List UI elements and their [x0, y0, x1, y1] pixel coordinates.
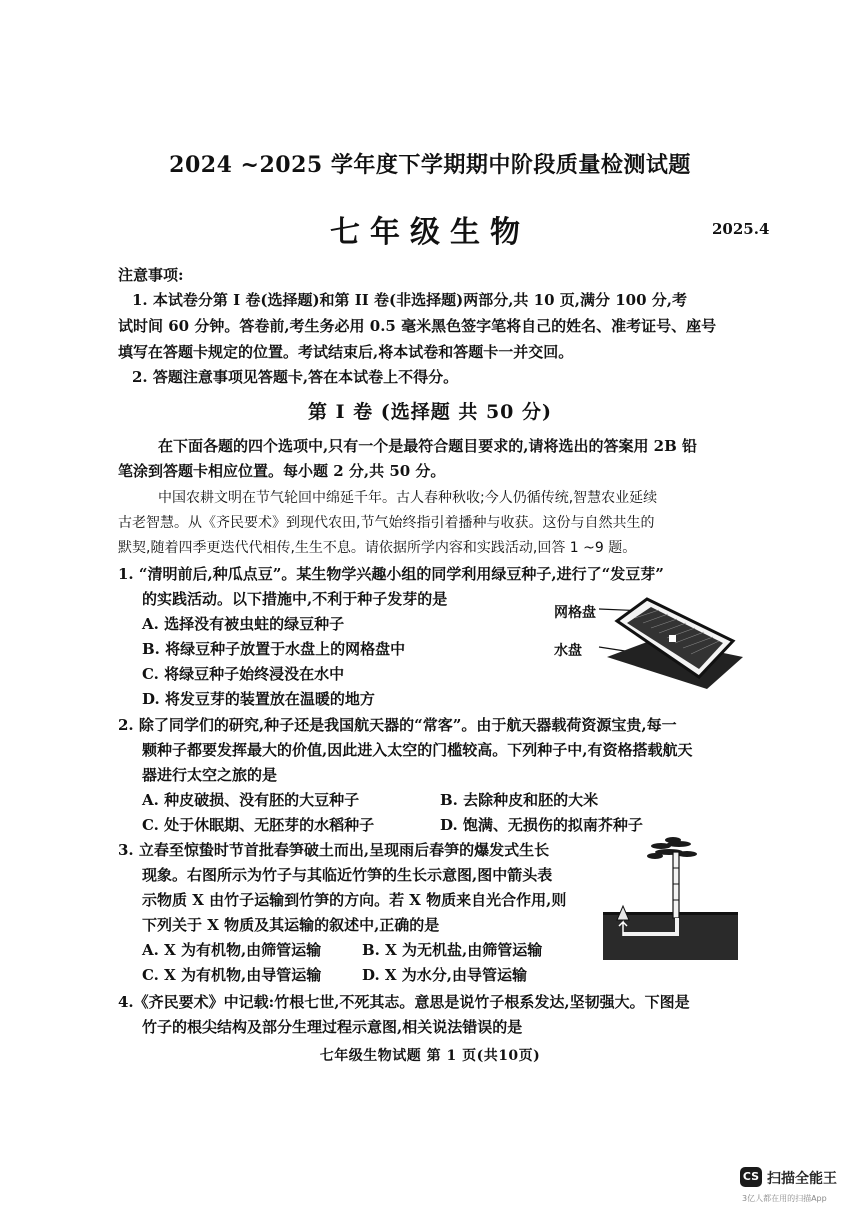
question-2-option-c: C. 处于休眠期、无胚芽的水稻种子: [142, 816, 375, 834]
question-3-option-d: D. X 为水分,由导管运输: [362, 966, 528, 984]
section-instructions: 笔涂到答题卡相应位置。每小题 2 分,共 50 分。: [118, 462, 446, 480]
passage-line: 中国农耕文明在节气轮回中绵延千年。古人春种秋收;今人仍循传统,智慧农业延续: [158, 490, 658, 506]
notice-line: 试时间 60 分钟。答卷前,考生务必用 0.5 毫米黑色签字笔将自己的姓名、准考证号、座号: [118, 317, 717, 335]
notice-heading: 注意事项:: [118, 266, 184, 284]
question-2-option-a: A. 种皮破损、没有胚的大豆种子: [142, 791, 360, 809]
question-3-stem: 下列关于 X 物质及其运输的叙述中,正确的是: [142, 916, 440, 934]
question-2-option-d: D. 饱满、无损伤的拟南芥种子: [440, 816, 643, 834]
passage-line: 古老智慧。从《齐民要术》到现代农田,节气始终指引着播种与收获。这份与自然共生的: [118, 515, 655, 531]
exam-title: 2024 ~2025 学年度下学期期中阶段质量检测试题: [169, 152, 691, 178]
question-2-stem: 器进行太空之旅的是: [142, 766, 278, 784]
figure-label-water-tray: 水盘: [554, 643, 582, 659]
section-instructions: 在下面各题的四个选项中,只有一个是最符合题目要求的,请将选出的答案用 2B 铅: [158, 437, 698, 455]
passage-line: 默契,随着四季更迭代代相传,生生不息。请依据所学内容和实践活动,回答 1 ~9 题。: [118, 540, 637, 556]
page-footer: 七年级生物试题 第 1 页(共10页): [319, 1048, 541, 1064]
subject-title: 七年级生物: [330, 215, 530, 250]
question-3-option-c: C. X 为有机物,由导管运输: [142, 966, 322, 984]
question-1-stem: 的实践活动。以下措施中,不利于种子发芽的是: [142, 590, 448, 608]
bamboo-leaves: [647, 837, 697, 859]
question-1-option-a: A. 选择没有被虫蛀的绿豆种子: [142, 615, 345, 633]
question-3-option-a: A. X 为有机物,由筛管运输: [142, 941, 322, 959]
notice-line: 2. 答题注意事项见答题卡,答在本试卷上不得分。: [132, 368, 459, 386]
question-3-stem: 3. 立春至惊蛰时节首批春笋破土而出,呈现雨后春笋的爆发式生长: [118, 841, 550, 859]
notice-line: 1. 本试卷分第 I 卷(选择题)和第 II 卷(非选择题)两部分,共 10 页,满分 100 分,考: [132, 291, 687, 309]
question-3-option-b: B. X 为无机盐,由筛管运输: [362, 941, 543, 959]
question-2-stem: 2. 除了同学们的研究,种子还是我国航天器的“常客”。由于航天器载荷资源宝贵,每一: [118, 716, 677, 734]
question-1-stem: 1. “清明前后,种瓜点豆”。某生物学兴趣小组的同学利用绿豆种子,进行了“发豆芽”: [118, 565, 664, 583]
question-1-option-b: B. 将绿豆种子放置于水盘上的网格盘中: [142, 640, 406, 658]
question-1-option-d: D. 将发豆芽的装置放在温暖的地方: [142, 690, 375, 708]
question-2-option-b: B. 去除种皮和胚的大米: [440, 791, 599, 809]
question-2-stem: 颗种子都要发挥最大的价值,因此进入太空的门槛较高。下列种子中,有资格搭载航天: [142, 741, 693, 759]
figure-label-grid-tray: 网格盘: [554, 605, 596, 621]
question-3-stem: 示物质 X 由竹子运输到竹笋的方向。若 X 物质来自光合作用,则: [142, 891, 567, 909]
scanner-logo: CS: [740, 1167, 762, 1187]
sprouting-tray-figure: [595, 585, 745, 695]
question-1-option-c: C. 将绿豆种子始终浸没在水中: [142, 665, 345, 683]
notice-line: 填写在答题卡规定的位置。考试结束后,将本试卷和答题卡一并交回。: [118, 343, 574, 361]
section-title: 第 I 卷 (选择题 共 50 分): [308, 401, 552, 423]
scanner-app-name: 扫描全能王: [767, 1171, 837, 1187]
question-4-stem: 竹子的根尖结构及部分生理过程示意图,相关说法错误的是: [142, 1018, 523, 1036]
grid-center-hole: [669, 635, 676, 642]
question-3-stem: 现象。右图所示为竹子与其临近竹笋的生长示意图,图中箭头表: [142, 866, 553, 884]
bamboo-shoot-figure: [603, 832, 738, 960]
question-4-stem: 4.《齐民要术》中记载:竹根七世,不死其志。意思是说竹子根系发达,坚韧强大。下图是: [118, 993, 690, 1011]
scanner-tagline: 3亿人都在用的扫描App: [742, 1194, 827, 1203]
bamboo-stem: [673, 852, 679, 918]
exam-date: 2025.4: [712, 220, 770, 238]
pointer-line-water: [599, 647, 625, 651]
